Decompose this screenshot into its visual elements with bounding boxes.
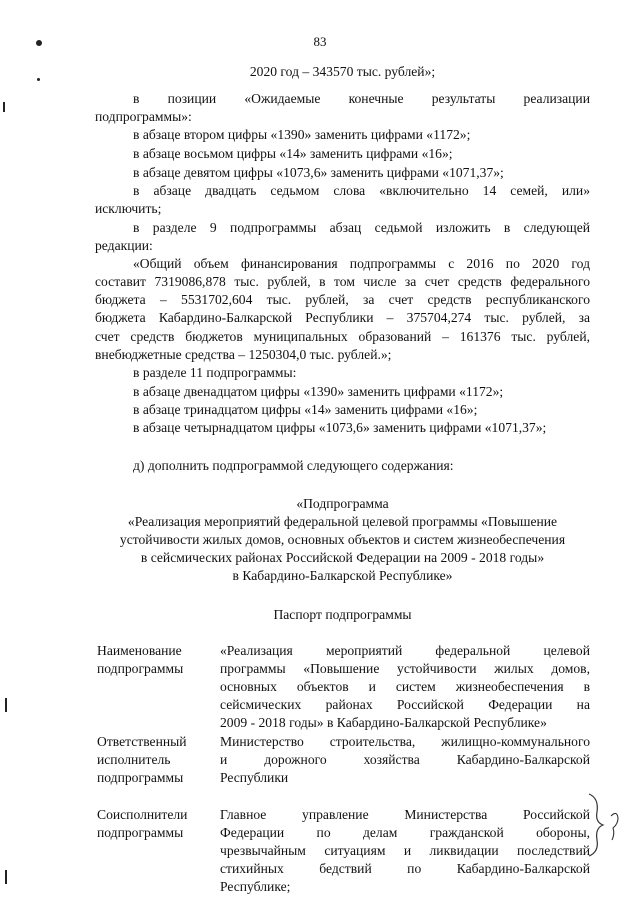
subprogram-title: «Подпрограмма: [296, 496, 389, 511]
passport-title: Паспорт подпрограммы: [273, 607, 412, 622]
passport-value: и дорожного хозяйства Кабардино-Балкарской: [220, 752, 590, 767]
body-line: счет средств бюджетов муниципальных образований – 161376 тыс. рублей,: [95, 329, 590, 344]
body-line: в абзаце четырнадцатом цифры «1073,6» заменить цифрами «1071,37»;: [133, 420, 547, 435]
scan-mark: [5, 870, 7, 884]
passport-value: стихийных бедствий по Кабардино-Балкарской: [220, 861, 590, 876]
scan-dot: [37, 78, 40, 81]
passport-label: подпрограммы: [97, 825, 184, 840]
passport-value: программы «Повышение устойчивости жилых домов,: [220, 661, 590, 676]
passport-label: Соисполнители: [97, 807, 188, 822]
subprogram-title: устойчивости жилых домов, основных объектов и систем жизнеобеспечения: [119, 532, 566, 547]
body-line: исключить;: [95, 201, 162, 216]
body-line: подпрограммы»:: [95, 109, 192, 124]
body-line: в абзаце двенадцатом цифры «1390» заменить цифрами «1172»;: [133, 384, 504, 399]
passport-value: чрезвычайным ситуациям и ликвидации последствий: [220, 843, 590, 858]
body-line: в разделе 9 подпрограммы абзац седьмой изложить в следующей: [133, 220, 590, 235]
body-line: внебюджетные средства – 1250304,0 тыс. рублей.»;: [95, 347, 392, 362]
passport-value: Министерство строительства, жилищно-коммунального: [220, 734, 590, 749]
body-line: «Общий объем финансирования подпрограммы с 2016 по 2020 год: [133, 256, 590, 271]
subprogram-title: в Кабардино-Балкарской Республике»: [232, 568, 453, 583]
scan-mark: [5, 698, 7, 712]
body-line: в абзаце двадцать седьмом слова «включительно 14 семей, или»: [133, 183, 590, 198]
passport-value: 2009 - 2018 годы» в Кабардино-Балкарской Республике»: [220, 715, 547, 730]
passport-value: Республики: [220, 770, 289, 785]
body-line: составит 7319086,878 тыс. рублей, в том числе за счет средств федерального: [95, 274, 590, 289]
body-line: в разделе 11 подпрограммы:: [133, 365, 297, 380]
body-line: в позиции «Ожидаемые конечные результаты реализации: [133, 91, 590, 106]
body-line: в абзаце восьмом цифры «14» заменить цифрами «16»;: [133, 146, 453, 161]
handwritten-brace-mark: [585, 790, 625, 860]
passport-value: Главное управление Министерства Российской: [220, 807, 590, 822]
addition-line: д) дополнить подпрограммой следующего содержания:: [133, 458, 454, 473]
body-line: редакции:: [95, 238, 153, 253]
subprogram-title: «Реализация мероприятий федеральной целевой программы «Повышение: [127, 514, 558, 529]
passport-label: подпрограммы: [97, 770, 184, 785]
passport-value: Федерации по делам гражданской обороны,: [220, 825, 590, 840]
body-line: 2020 год – 343570 тыс. рублей»;: [249, 64, 436, 79]
passport-label: исполнитель: [97, 752, 171, 767]
passport-value: сейсмических районах Российской Федерации на: [220, 697, 590, 712]
scan-mark: [3, 102, 5, 112]
body-line: в абзаце девятом цифры «1073,6» заменить цифрами «1071,37»;: [133, 165, 504, 180]
body-line: бюджета – 5531702,604 тыс. рублей, за счет средств республиканского: [95, 292, 590, 307]
passport-label: подпрограммы: [97, 661, 184, 676]
page-number: 83: [313, 34, 327, 49]
passport-value: «Реализация мероприятий федеральной целевой: [220, 643, 590, 658]
passport-value: основных объектов и систем жизнеобеспечения в: [220, 679, 590, 694]
body-line: в абзаце тринадцатом цифры «14» заменить цифрами «16»;: [133, 402, 478, 417]
subprogram-title: в сейсмических районах Российской Федерации на 2009 - 2018 годы»: [140, 550, 545, 565]
passport-label: Наименование: [97, 643, 182, 658]
passport-label: Ответственный: [97, 734, 187, 749]
body-line: в абзаце втором цифры «1390» заменить цифрами «1172»;: [133, 127, 471, 142]
passport-value: Республике;: [220, 879, 291, 894]
body-line: бюджета Кабардино-Балкарской Республики – 375704,274 тыс. рублей, за: [95, 310, 590, 325]
